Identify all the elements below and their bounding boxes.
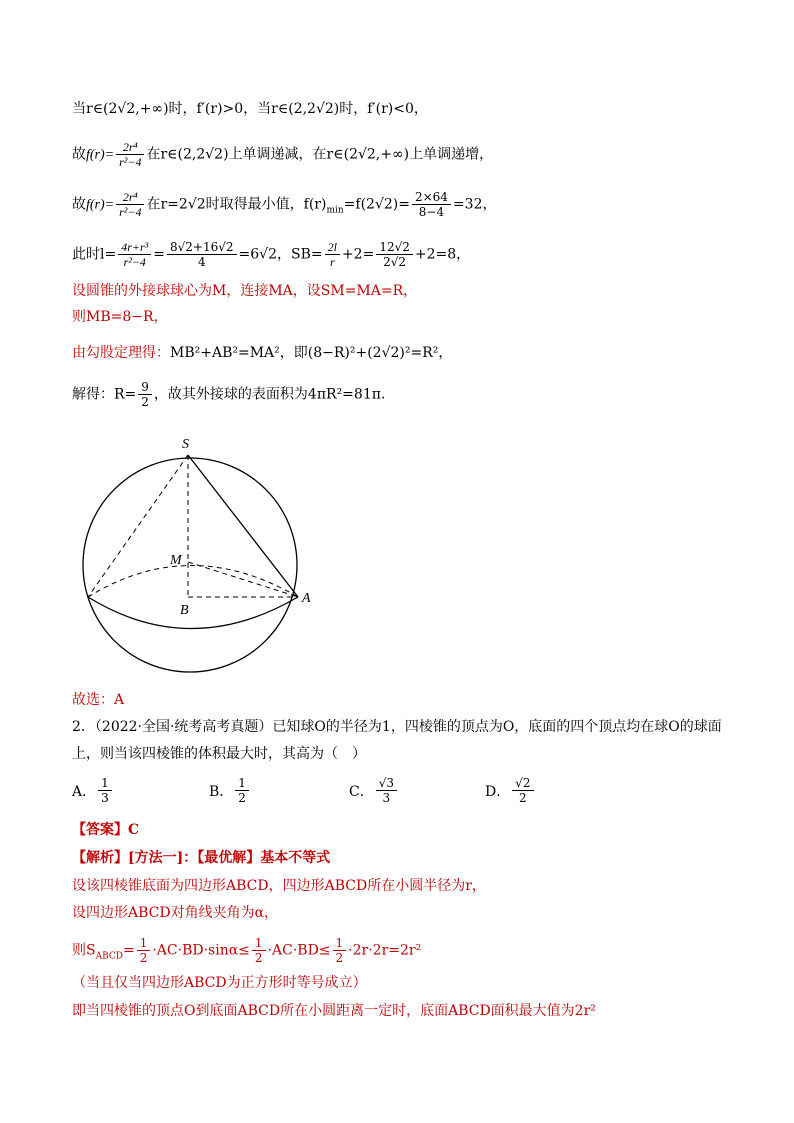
line-2-f: f(r)= — [86, 147, 115, 163]
analysis-heading-text: 【解析】[方法一]：【最优解】基本不等式 — [72, 850, 331, 866]
fraction — [138, 380, 152, 409]
option-d[interactable] — [485, 776, 536, 805]
frac-num: 1 — [98, 776, 112, 791]
line-2-a: 故 — [72, 146, 86, 163]
text-line-1 — [72, 100, 428, 118]
option-letter: C． — [349, 783, 374, 800]
frac-den: 3 — [101, 791, 109, 805]
question-2 — [72, 718, 722, 736]
fraction — [376, 776, 397, 805]
label-m: M — [170, 553, 182, 568]
line-4-d: +2= — [341, 246, 375, 263]
fraction — [235, 776, 249, 805]
answer-2-text: 【答案】C — [72, 822, 140, 838]
text-line-6 — [72, 308, 168, 326]
frac-num: 2×64 — [412, 190, 451, 205]
fraction — [167, 240, 237, 269]
solution-line-4-text: （当且仅当四边形ABCD为正方形时等号成立） — [72, 975, 367, 991]
line-6-text: 则MB=8−R， — [72, 309, 168, 325]
frac-num: 8√2+16√2 — [167, 240, 237, 255]
frac-den: 2 — [519, 791, 527, 805]
fraction — [412, 190, 451, 219]
line-8-b: ，故其外接球的表面积为4πR²=81π. — [153, 386, 386, 403]
option-b[interactable] — [209, 776, 251, 805]
edge-sa — [188, 455, 298, 597]
edge-s-left — [88, 455, 188, 597]
text-line-8 — [72, 380, 385, 409]
frac-num: 9 — [138, 380, 152, 395]
line-4-a: 此时l= — [72, 246, 117, 263]
frac-num: 1 — [235, 776, 249, 791]
frac-den: 8−4 — [418, 205, 445, 219]
option-letter: A． — [72, 783, 97, 800]
text-line-4 — [72, 240, 470, 269]
solution-line-5-text: 即当四棱锥的顶点O到底面ABCD所在小圆距离一定时，底面ABCD面积最大值为2r² — [72, 1003, 596, 1019]
frac-num: 12√2 — [376, 240, 413, 255]
option-letter: B． — [209, 783, 234, 800]
option-c[interactable] — [349, 776, 399, 805]
equator-back — [88, 566, 298, 598]
solution-line-1-text: 设该四棱锥底面为四边形ABCD，四边形ABCD所在小圆半径为r， — [72, 878, 486, 894]
frac-num: 1 — [137, 936, 151, 951]
frac-num: √2 — [512, 776, 533, 791]
solution-line-3 — [72, 936, 421, 965]
answer-1 — [72, 691, 124, 709]
segment-ma — [188, 562, 298, 597]
frac-num: 4r+r³ — [118, 240, 151, 255]
question-2-cont — [72, 745, 366, 763]
frac-den: 2 — [141, 395, 149, 409]
fraction — [137, 936, 151, 965]
label-b: B — [180, 603, 189, 618]
line-5-text: 设圆锥的外接球球心为M，连接MA，设SM=MA=R， — [72, 283, 418, 299]
answer-1-text: 故选：A — [72, 692, 125, 708]
fraction — [98, 776, 112, 805]
line-3-f: f(r)= — [86, 197, 115, 213]
text-line-7 — [72, 344, 452, 362]
frac-den: 2 — [139, 951, 148, 965]
line-4-e: +2=8， — [414, 246, 471, 263]
frac-num: √3 — [376, 776, 397, 791]
line-3-a: 故 — [72, 196, 86, 213]
s3-a: 则S — [72, 942, 96, 959]
option-letter: D． — [485, 783, 511, 800]
line-3-d: =32， — [452, 196, 497, 213]
text-line-2 — [72, 140, 493, 169]
fraction — [333, 936, 347, 965]
sphere-outline — [83, 458, 297, 672]
frac-num: 1 — [333, 936, 347, 951]
frac-den: 2√2 — [383, 255, 407, 269]
fraction — [512, 776, 533, 805]
frac-num: 1 — [252, 936, 266, 951]
fraction — [116, 190, 144, 219]
s3-c: ·AC·BD·sinα≤ — [152, 942, 250, 959]
solution-line-2 — [72, 904, 278, 922]
fraction — [325, 240, 340, 269]
line-3-sub: min — [326, 205, 344, 216]
equator-front — [88, 597, 298, 629]
frac-num: 2r⁴ — [116, 190, 144, 205]
frac-den: 4 — [197, 255, 206, 269]
line-3-c: =f(2√2)= — [343, 196, 410, 213]
frac-num: 2r⁴ — [116, 140, 144, 155]
line-4-c: =6√2，SB= — [238, 246, 323, 263]
frac-den: r²−4 — [119, 205, 142, 219]
frac-den: r²−4 — [119, 155, 142, 169]
frac-den: 2 — [335, 951, 344, 965]
sphere-cone-figure — [70, 430, 330, 680]
fraction — [376, 240, 413, 269]
fraction — [118, 240, 151, 269]
text-line-5 — [72, 282, 417, 300]
text-line-3 — [72, 190, 497, 219]
line-3-b: 在r=2√2时取得最小值，f(r) — [146, 196, 327, 213]
fraction — [116, 140, 144, 169]
question-2-cont-text: 上，则当该四棱锥的体积最大时，其高为（ ） — [72, 746, 366, 762]
solution-line-4 — [72, 974, 367, 992]
frac-den: r — [329, 255, 335, 269]
line-2-b: 在r∈(2,2√2)上单调递减，在r∈(2√2,+∞)上单调递增， — [146, 146, 494, 163]
fraction — [252, 936, 266, 965]
frac-den: 3 — [382, 791, 391, 805]
frac-num: 2l — [325, 240, 340, 255]
options-row — [72, 776, 722, 810]
solution-line-5 — [72, 1002, 596, 1020]
answer-2 — [72, 821, 139, 839]
line-1-text: 当r∈(2√2,+∞)时，f′(r)>0，当r∈(2,2√2)时，f′(r)<0， — [72, 101, 428, 117]
s3-b: = — [122, 942, 135, 959]
s3-d: ·AC·BD≤ — [267, 942, 331, 959]
label-a: A — [302, 591, 311, 606]
label-s: S — [182, 437, 189, 452]
line-7-b: MB²+AB²=MA²，即(8−R)²+(2√2)²=R²， — [170, 345, 453, 361]
frac-den: 2 — [254, 951, 263, 965]
s3-e: ·2r·2r=2r² — [348, 942, 422, 959]
option-a[interactable] — [72, 776, 114, 805]
line-7-a: 由勾股定理得： — [72, 345, 170, 361]
frac-den: 2 — [238, 791, 246, 805]
line-4-b: = — [153, 246, 165, 263]
analysis-heading — [72, 849, 330, 867]
solution-line-2-text: 设四边形ABCD对角线夹角为α， — [72, 905, 279, 921]
s3-sub: ABCD — [95, 951, 123, 962]
line-8-a: 解得：R= — [72, 386, 137, 403]
frac-den: r²−4 — [123, 255, 146, 269]
question-2-text: 2．（2022·全国·统考高考真题）已知球O的半径为1，四棱锥的顶点为O，底面的四个顶点均在球O的球面 — [72, 719, 722, 735]
solution-line-1 — [72, 877, 486, 895]
